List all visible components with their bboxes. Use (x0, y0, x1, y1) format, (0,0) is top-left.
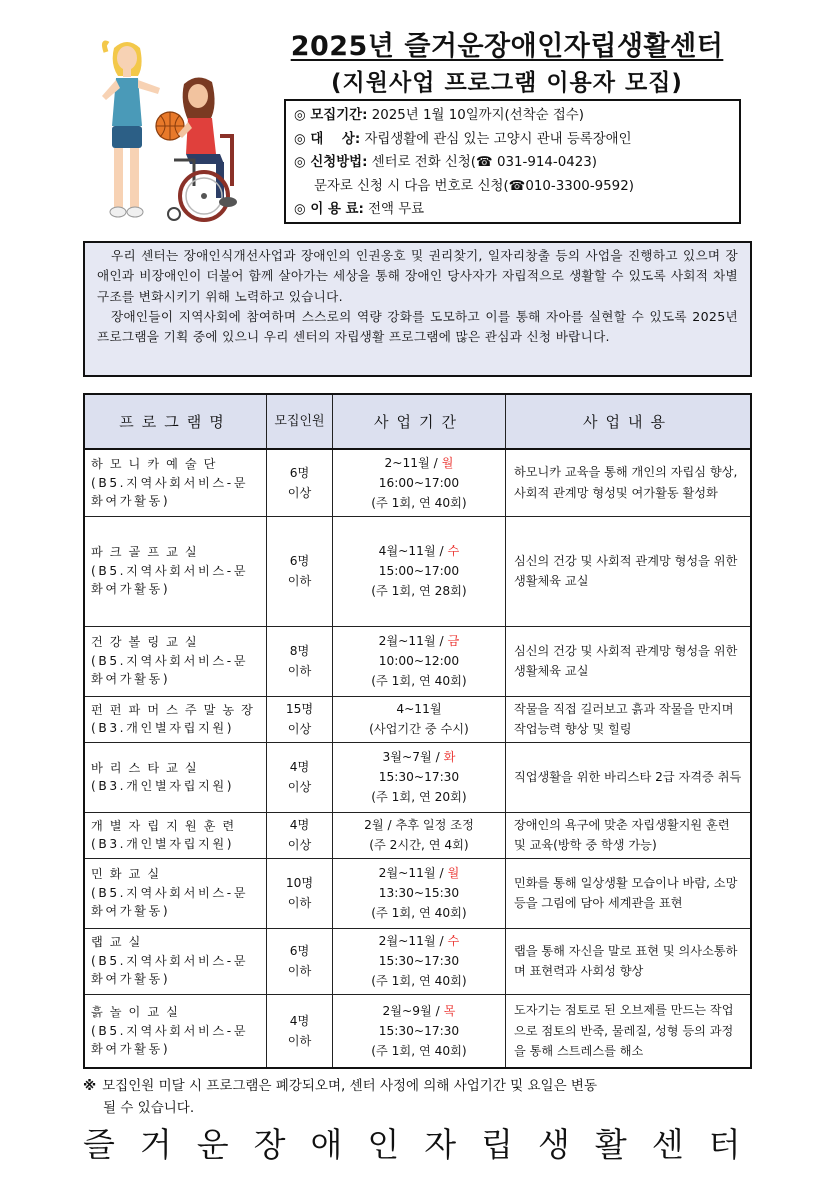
program-category: (B5.지역사회서비스-문화여가활동) (91, 475, 249, 508)
footer-organization-name: 즐거운장애인자립생활센터 (83, 1125, 766, 1164)
fee-value: 전액 무료 (368, 202, 425, 217)
period-range: 4월~11월 / (378, 544, 448, 558)
period-cell (332, 812, 505, 858)
apply-label: ◎ 신청방법: (294, 155, 368, 170)
recruitment-info-box (284, 99, 741, 224)
header-period: 사업기간 (332, 394, 505, 449)
program-name: 파크골프교실 (91, 545, 204, 560)
period-range: 2월~9월 / (382, 1003, 444, 1018)
period-range: 2월 / 추후 일정 조정 (364, 818, 474, 832)
count-cell (266, 928, 332, 994)
period-range: 2~11월 / (384, 455, 442, 470)
period-time: (사업기간 중 수시) (369, 722, 469, 736)
period-weekday: 수 (447, 544, 460, 558)
count-qualifier: 이하 (287, 964, 312, 978)
description-cell: 심신의 건강 및 사회적 관계망 형성을 위한 생활체육 교실 (505, 626, 751, 696)
period-time: 15:00~17:00 (378, 564, 460, 578)
program-name-cell (84, 994, 266, 1068)
count-cell (266, 742, 332, 812)
target-value: 자립생활에 관심 있는 고양시 관내 등록장애인 (364, 131, 632, 147)
program-name-cell (84, 626, 266, 696)
period-frequency: (주 1회, 연 40회) (371, 495, 467, 510)
illustration-women-basketball (92, 36, 252, 226)
count-qualifier: 이하 (287, 896, 312, 910)
count-qualifier: 이상 (287, 838, 312, 852)
table-row (84, 626, 751, 696)
header-program-name: 프로그램명 (84, 394, 266, 449)
count-number: 15명 (285, 702, 314, 716)
description-cell: 민화를 통해 일상생활 모습이나 바람, 소망 등을 그림에 담아 세계관을 표현 (505, 858, 751, 928)
description-cell: 하모니카 교육을 통해 개인의 자립심 향상, 사회적 관계망 형성및 여가활동 활성화 (505, 449, 751, 516)
count-cell (266, 516, 332, 626)
table-row (84, 449, 751, 516)
period-frequency: (주 1회, 연 28회) (371, 584, 467, 598)
period-label: ◎ 모집기간: (294, 108, 368, 123)
count-number: 6명 (289, 465, 310, 480)
period-cell (332, 928, 505, 994)
table-row (84, 742, 751, 812)
description-cell: 장애인의 욕구에 맞춘 자립생활지원 훈련 및 교육(방학 중 학생 가능) (505, 812, 751, 858)
count-cell (266, 696, 332, 742)
description-cell: 도자기는 점토로 된 오브제를 만드는 작업으로 점토의 반죽, 물레질, 성형 등의 과정을 통해 스트레스를 해소 (505, 994, 751, 1068)
program-category: (B3.개인별자립지원) (91, 779, 235, 793)
program-name-cell (84, 696, 266, 742)
period-time: 15:30~17:30 (378, 770, 460, 784)
period-weekday: 월 (441, 455, 454, 470)
period-cell (332, 858, 505, 928)
period-cell (332, 626, 505, 696)
program-category: (B5.지역사회서비스-문화여가활동) (91, 653, 249, 687)
program-category: (B5.지역사회서비스-문화여가활동) (91, 953, 249, 987)
program-name: 랩교실 (91, 935, 148, 950)
program-name: 하모니카예술단 (91, 457, 223, 471)
period-weekday: 수 (447, 934, 460, 948)
description-cell: 랩을 통해 자신을 말로 표현 및 의사소통하며 표현력과 사회성 향상 (505, 928, 751, 994)
count-qualifier: 이상 (287, 722, 312, 736)
period-time: 13:30~15:30 (378, 886, 460, 900)
program-category: (B5.지역사회서비스-문화여가활동) (91, 1023, 249, 1056)
period-weekday: 화 (443, 750, 456, 764)
period-frequency: (주 1회, 연 40회) (371, 974, 467, 988)
notice-line-2: 될 수 있습니다. (103, 1100, 195, 1116)
count-number: 4명 (289, 1013, 310, 1028)
fee-label: ◎ 이 용 료: (294, 202, 364, 217)
notice (83, 1075, 763, 1119)
count-number: 6명 (289, 554, 310, 568)
program-name: 개별자립지원훈련 (91, 818, 242, 833)
info-row-fee (294, 198, 731, 222)
wheelchair-woman-figure (168, 77, 237, 220)
period-frequency: (주 1회, 연 20회) (371, 790, 467, 804)
period-range: 2월~11월 / (378, 634, 448, 648)
period-frequency: (주 1회, 연 40회) (371, 1043, 467, 1058)
program-category: (B3.개인별자립지원) (91, 721, 235, 735)
count-number: 6명 (289, 944, 310, 958)
count-qualifier: 이상 (287, 485, 312, 500)
program-category: (B3.개인별자립지원) (91, 837, 235, 851)
period-cell (332, 994, 505, 1068)
period-range: 3월~7월 / (382, 750, 444, 764)
table-header-row (84, 394, 751, 449)
apply-value: 센터로 전화 신청(☎ 031-914-0423) (371, 155, 598, 170)
intro-text-box (83, 241, 752, 377)
period-weekday: 금 (447, 634, 460, 648)
program-table (83, 393, 752, 1069)
intro-paragraph-2: 장애인들이 지역사회에 참여하며 스스로의 역량 강화를 도모하고 이를 통해 자아를 실현할 수 있도록 2025년 프로그램을 기획 중에 있으니 우리 센터의 자립생활 프로그램에 많은 관심과 신청 바랍니다. (97, 308, 738, 345)
program-name: 펀펀파머스주말농장 (91, 702, 260, 717)
program-name-cell (84, 928, 266, 994)
apply-value-sms: 문자로 신청 시 다음 번호로 신청(☎010-3300-9592) (314, 178, 634, 194)
info-row-target (294, 128, 731, 152)
period-cell (332, 516, 505, 626)
program-name: 건강볼링교실 (91, 635, 204, 650)
header-count: 모집인원 (266, 394, 332, 449)
count-number: 4명 (289, 818, 310, 832)
period-time: 16:00~17:00 (378, 475, 460, 490)
period-time: 15:30~17:30 (378, 954, 460, 968)
target-label: ◎ 대 상: (294, 131, 361, 147)
period-range: 2월~11월 / (378, 866, 448, 880)
count-number: 10명 (285, 876, 314, 890)
info-row-apply-sms (294, 175, 731, 199)
program-name: 민화교실 (91, 867, 167, 882)
notice-line-1: 모집인원 미달 시 프로그램은 폐강되오며, 센터 사정에 의해 사업기간 및 요일은 변동 (102, 1078, 598, 1094)
program-name-cell (84, 742, 266, 812)
period-range: 4~11월 (396, 702, 442, 716)
program-name-cell (84, 812, 266, 858)
program-category: (B5.지역사회서비스-문화여가활동) (91, 885, 249, 919)
info-row-period (294, 104, 731, 128)
table-row (84, 812, 751, 858)
standing-woman-figure (102, 42, 160, 217)
table-row (84, 516, 751, 626)
count-cell (266, 858, 332, 928)
period-frequency: (주 1회, 연 40회) (371, 674, 467, 688)
count-cell (266, 449, 332, 516)
period-weekday: 목 (443, 1003, 456, 1018)
page-subtitle: (지원사업 프로그램 이용자 모집) (331, 70, 683, 96)
program-category: (B5.지역사회서비스-문화여가활동) (91, 563, 249, 597)
period-value: 2025년 1월 10일까지(선착순 접수) (371, 108, 584, 123)
table-row (84, 858, 751, 928)
table-row (84, 994, 751, 1068)
period-cell (332, 449, 505, 516)
count-cell (266, 994, 332, 1068)
info-row-apply (294, 151, 731, 175)
period-time: (주 2시간, 연 4회) (369, 838, 469, 852)
count-qualifier: 이하 (287, 664, 312, 678)
program-name: 흙놀이교실 (91, 1005, 185, 1019)
program-name-cell (84, 858, 266, 928)
count-number: 4명 (289, 760, 310, 774)
page-title: 2025년 즐거운장애인자립생활센터 (290, 31, 724, 62)
intro-paragraph-1: 우리 센터는 장애인식개선사업과 장애인의 인권옹호 및 권리찾기, 일자리창출 등의 사업을 진행하고 있으며 장애인과 비장애인이 더불어 함께 살아가는 세상을 통해 장애인 당사자가 자립적으로 생활할 수 있도록 사회적 차별 구조를 변화시키기 위해 노력하고 있습니다. (97, 248, 738, 304)
period-time: 15:30~17:30 (378, 1023, 460, 1038)
count-cell (266, 626, 332, 696)
notice-mark: ※ (83, 1078, 97, 1094)
period-range: 2월~11월 / (378, 934, 448, 948)
header-description: 사업내용 (505, 394, 751, 449)
description-cell: 직업생활을 위한 바리스타 2급 자격증 취득 (505, 742, 751, 812)
period-cell (332, 696, 505, 742)
count-cell (266, 812, 332, 858)
period-frequency: (주 1회, 연 40회) (371, 906, 467, 920)
count-qualifier: 이하 (287, 1033, 312, 1048)
count-qualifier: 이하 (287, 574, 312, 588)
program-name-cell (84, 516, 266, 626)
description-cell: 심신의 건강 및 사회적 관계망 형성을 위한 생활체육 교실 (505, 516, 751, 626)
program-name: 바리스타교실 (91, 760, 204, 775)
program-name-cell (84, 449, 266, 516)
count-qualifier: 이상 (287, 780, 312, 794)
count-number: 8명 (289, 644, 310, 658)
period-cell (332, 742, 505, 812)
description-cell: 작물을 직접 길러보고 흙과 작물을 만지며 작업능력 향상 및 힐링 (505, 696, 751, 742)
table-row (84, 696, 751, 742)
period-time: 10:00~12:00 (378, 654, 460, 668)
period-weekday: 월 (447, 866, 460, 880)
table-row (84, 928, 751, 994)
